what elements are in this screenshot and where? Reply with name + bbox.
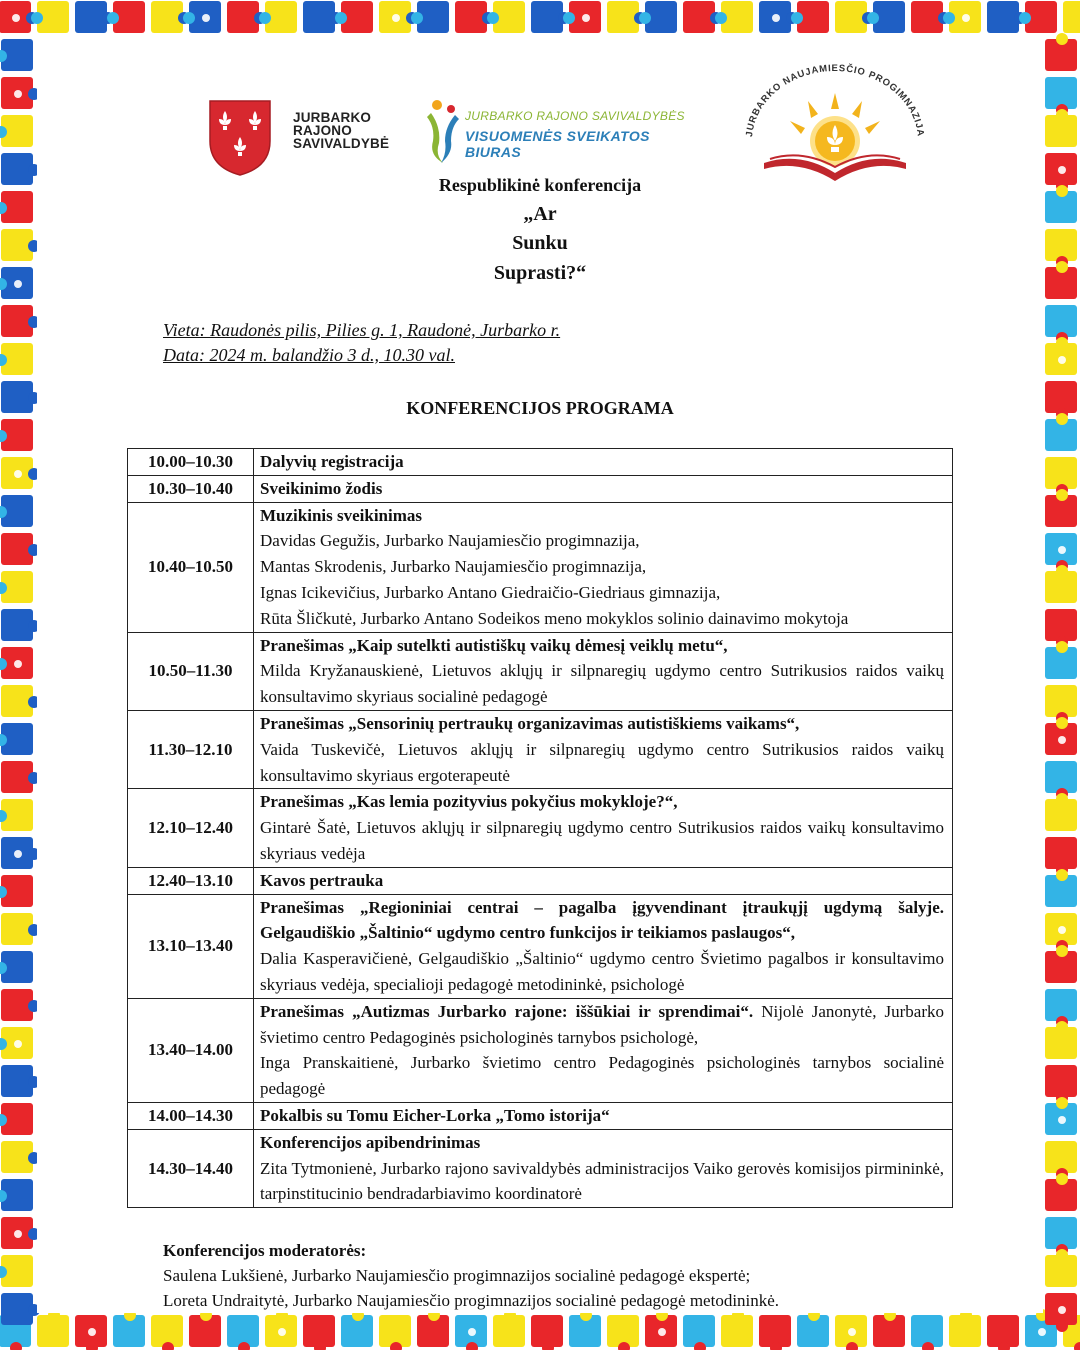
venue-place: Vieta: Raudonės pilis, Pilies g. 1, Raudonė, Jurbarko r. bbox=[163, 320, 561, 340]
program-item-speaker: Nijolė Janonytė, Jurbarko švietimo centro Pedagoginės psichologinės tarnybos psichologė, bbox=[260, 1001, 944, 1047]
program-time: 13.10–13.40 bbox=[128, 894, 254, 998]
program-description bbox=[254, 710, 953, 788]
puzzle-piece bbox=[0, 343, 33, 375]
puzzle-piece bbox=[683, 1315, 715, 1350]
program-description bbox=[254, 1129, 953, 1207]
puzzle-piece bbox=[531, 1315, 563, 1350]
program-item-title: Dalyvių registracija bbox=[260, 452, 404, 471]
program-item-speaker: Dalia Kasperavičienė, Gelgaudiškio „Šaltinio“ ugdymo centro Švietimo pagalbos ir konsultavimo skyriaus vedėja, specialioji pedagogė metodininkė, psichologė bbox=[260, 949, 944, 994]
puzzle-piece bbox=[911, 1315, 943, 1350]
program-row bbox=[128, 449, 953, 476]
puzzle-piece bbox=[0, 951, 33, 983]
puzzle-piece bbox=[0, 1027, 33, 1059]
program-item-title: Sveikinimo žodis bbox=[260, 478, 383, 498]
program-item-title: Pranešimas „Kaip sutelkti autistiškų vaikų dėmesį veiklų metu“, bbox=[260, 635, 728, 655]
puzzle-piece bbox=[227, 1315, 259, 1350]
logo-text-line: JURBARKO bbox=[293, 110, 372, 125]
program-description bbox=[254, 449, 953, 476]
program-item-title: Pranešimas „Autizmas Jurbarko rajone: iššūkiai ir sprendimai“. bbox=[260, 1001, 754, 1021]
puzzle-piece bbox=[0, 115, 33, 147]
puzzle-piece bbox=[0, 875, 33, 907]
visuomenes-sveikatos-biuras-logo bbox=[425, 97, 705, 167]
program-item-speaker: Zita Tytmonienė, Jurbarko rajono savivaldybės administracijos Vaiko gerovės komisijos pirmininkė, tarpinstitucinio bendradarbiavimo koordinatorė bbox=[260, 1158, 944, 1204]
program-time: 14.00–14.30 bbox=[128, 1102, 254, 1129]
conference-label: Respublikinė konferencija bbox=[438, 175, 642, 195]
puzzle-piece bbox=[0, 647, 33, 679]
puzzle-piece bbox=[0, 39, 33, 71]
program-description bbox=[254, 1102, 953, 1129]
program-row bbox=[128, 710, 953, 788]
program-table-body bbox=[128, 449, 953, 1208]
puzzle-piece bbox=[0, 1103, 33, 1135]
moderators-block bbox=[163, 1238, 779, 1313]
puzzle-piece bbox=[607, 1315, 639, 1350]
program-row bbox=[128, 502, 953, 632]
puzzle-piece bbox=[303, 1315, 335, 1350]
program-time: 10.30–10.40 bbox=[128, 475, 254, 502]
naujamiescio-progimnazija-logo bbox=[730, 51, 940, 191]
program-time: 12.10–12.40 bbox=[128, 789, 254, 867]
program-item-speaker: Milda Kryžanauskienė, Lietuvos aklųjų ir silpnaregių ugdymo centro Sutrikusios raidos vaikų konsultavimo skyriaus socialinė pedagogė bbox=[260, 661, 944, 707]
puzzle-piece bbox=[987, 1315, 1019, 1350]
program-item-title: Konferencijos apibendrinimas bbox=[260, 1132, 481, 1152]
program-description bbox=[254, 867, 953, 894]
program-item-title: Pokalbis su Tomu Eicher-Lorka „Tomo istorija“ bbox=[260, 1105, 610, 1125]
puzzle-piece bbox=[379, 1315, 411, 1350]
program-item-title: Pranešimas „Regioniniai centrai – pagalba įgyvendinant įtraukųjį ugdymą šalyje. Gelgaudiškio „Šaltinio“ ugdymo centro funkcijos ir teikiamos paslaugos“, bbox=[260, 897, 944, 943]
vsb-line2: VISUOMENĖS SVEIKATOS BIURAS bbox=[465, 128, 650, 160]
program-time: 10.50–11.30 bbox=[128, 632, 254, 710]
program-item-speaker: Inga Pranskaitienė, Jurbarko švietimo centro Pedagoginės psichologinės tarnybos socialinė pedagogė bbox=[260, 1053, 944, 1099]
puzzle-piece bbox=[835, 1315, 867, 1350]
puzzle-piece bbox=[0, 1179, 33, 1211]
program-row bbox=[128, 475, 953, 502]
program-item-title: Pranešimas „Sensorinių pertraukų organizavimas autistiškiems vaikams“, bbox=[260, 713, 800, 733]
puzzle-piece bbox=[0, 419, 33, 451]
puzzle-piece bbox=[759, 1315, 791, 1350]
program-row bbox=[128, 894, 953, 998]
program-item-title bbox=[260, 999, 944, 1051]
program-description bbox=[254, 789, 953, 867]
program-item-speaker: Vaida Tuskevičė, Lietuvos aklųjų ir silpnaregių ugdymo centro Sutrikusios raidos vaikų konsultavimo skyriaus ergoterapeutė bbox=[260, 739, 944, 785]
health-figure-icon bbox=[425, 97, 461, 167]
sun-book-emblem-icon bbox=[730, 51, 940, 191]
puzzle-piece bbox=[0, 723, 33, 755]
program-item-speaker: Mantas Skrodenis, Jurbarko Naujamiesčio progimnazija, bbox=[260, 557, 647, 577]
program-item-speaker: Rūta Šličkutė, Jurbarko Antano Sodeikos meno mokyklos solinio dainavimo mokytoja bbox=[260, 608, 849, 628]
program-item-title: Pranešimas „Kas lemia pozityvius pokyčius mokykloje?“, bbox=[260, 792, 678, 812]
program-description bbox=[254, 894, 953, 998]
puzzle-piece bbox=[1063, 1, 1080, 33]
program-row bbox=[128, 998, 953, 1102]
coat-of-arms-icon bbox=[207, 97, 273, 177]
program-item-title: Muzikinis sveikinimas bbox=[260, 505, 423, 525]
program-time: 12.40–13.10 bbox=[128, 867, 254, 894]
puzzle-piece bbox=[0, 267, 33, 299]
program-row bbox=[128, 789, 953, 867]
conference-title-line: Suprasti?“ bbox=[493, 262, 587, 284]
program-item-speaker: Ignas Icikevičius, Jurbarko Antano Giedraičio-Giedriaus gimnazija, bbox=[260, 582, 721, 602]
venue-date: Data: 2024 m. balandžio 3 d., 10.30 val. bbox=[163, 345, 455, 365]
jurbarko-savivaldybe-logo bbox=[207, 97, 427, 177]
program-row bbox=[128, 632, 953, 710]
logo-text-line: RAJONO bbox=[293, 123, 352, 138]
puzzle-piece bbox=[0, 191, 33, 223]
program-item-speaker: Gintarė Šatė, Lietuvos aklųjų ir silpnaregių ugdymo centro Sutrikusios raidos vaikų konsultavimo skyriaus vedėja bbox=[260, 818, 944, 863]
logo-text-line: SAVIVALDYBĖ bbox=[293, 136, 390, 151]
program-description bbox=[254, 502, 953, 632]
puzzle-piece bbox=[0, 495, 33, 527]
puzzle-piece bbox=[151, 1315, 183, 1350]
program-time: 14.30–14.40 bbox=[128, 1129, 254, 1207]
program-table bbox=[127, 448, 953, 1208]
jurbarko-savivaldybe-text bbox=[293, 111, 389, 150]
program-time: 13.40–14.00 bbox=[128, 998, 254, 1102]
program-description bbox=[254, 632, 953, 710]
puzzle-piece bbox=[0, 799, 33, 831]
emblem-arc-text: JURBARKO NAUJAMIESČIO PROGIMNAZIJA bbox=[744, 62, 926, 138]
document-page bbox=[37, 37, 1043, 1313]
program-row bbox=[128, 867, 953, 894]
program-title: KONFERENCIJOS PROGRAMA bbox=[406, 398, 674, 418]
moderator-line: Loreta Undraitytė, Jurbarko Naujamiesčio progimnazijos socialinė pedagogė metodininkė. bbox=[163, 1291, 780, 1310]
vsb-line1: JURBARKO RAJONO SAVIVALDYBĖS bbox=[465, 109, 685, 123]
program-item-title: Kavos pertrauka bbox=[260, 870, 384, 890]
program-time: 10.00–10.30 bbox=[128, 449, 254, 476]
program-time: 11.30–12.10 bbox=[128, 710, 254, 788]
program-time: 10.40–10.50 bbox=[128, 502, 254, 632]
conference-title-line: „Ar bbox=[523, 203, 557, 225]
conference-title-line: Sunku bbox=[512, 232, 568, 254]
program-item-speaker: Davidas Gegužis, Jurbarko Naujamiesčio progimnazija, bbox=[260, 531, 640, 551]
puzzle-piece bbox=[455, 1315, 487, 1350]
moderators-title: Konferencijos moderatorės: bbox=[163, 1241, 367, 1260]
program-row bbox=[128, 1129, 953, 1207]
puzzle-piece bbox=[0, 571, 33, 603]
puzzle-piece bbox=[75, 1315, 107, 1350]
puzzle-piece bbox=[0, 1255, 33, 1287]
program-description bbox=[254, 475, 953, 502]
moderator-line: Saulena Lukšienė, Jurbarko Naujamiesčio progimnazijos socialinė pedagogė ekspertė; bbox=[163, 1266, 751, 1285]
program-description bbox=[254, 998, 953, 1102]
program-row bbox=[128, 1102, 953, 1129]
